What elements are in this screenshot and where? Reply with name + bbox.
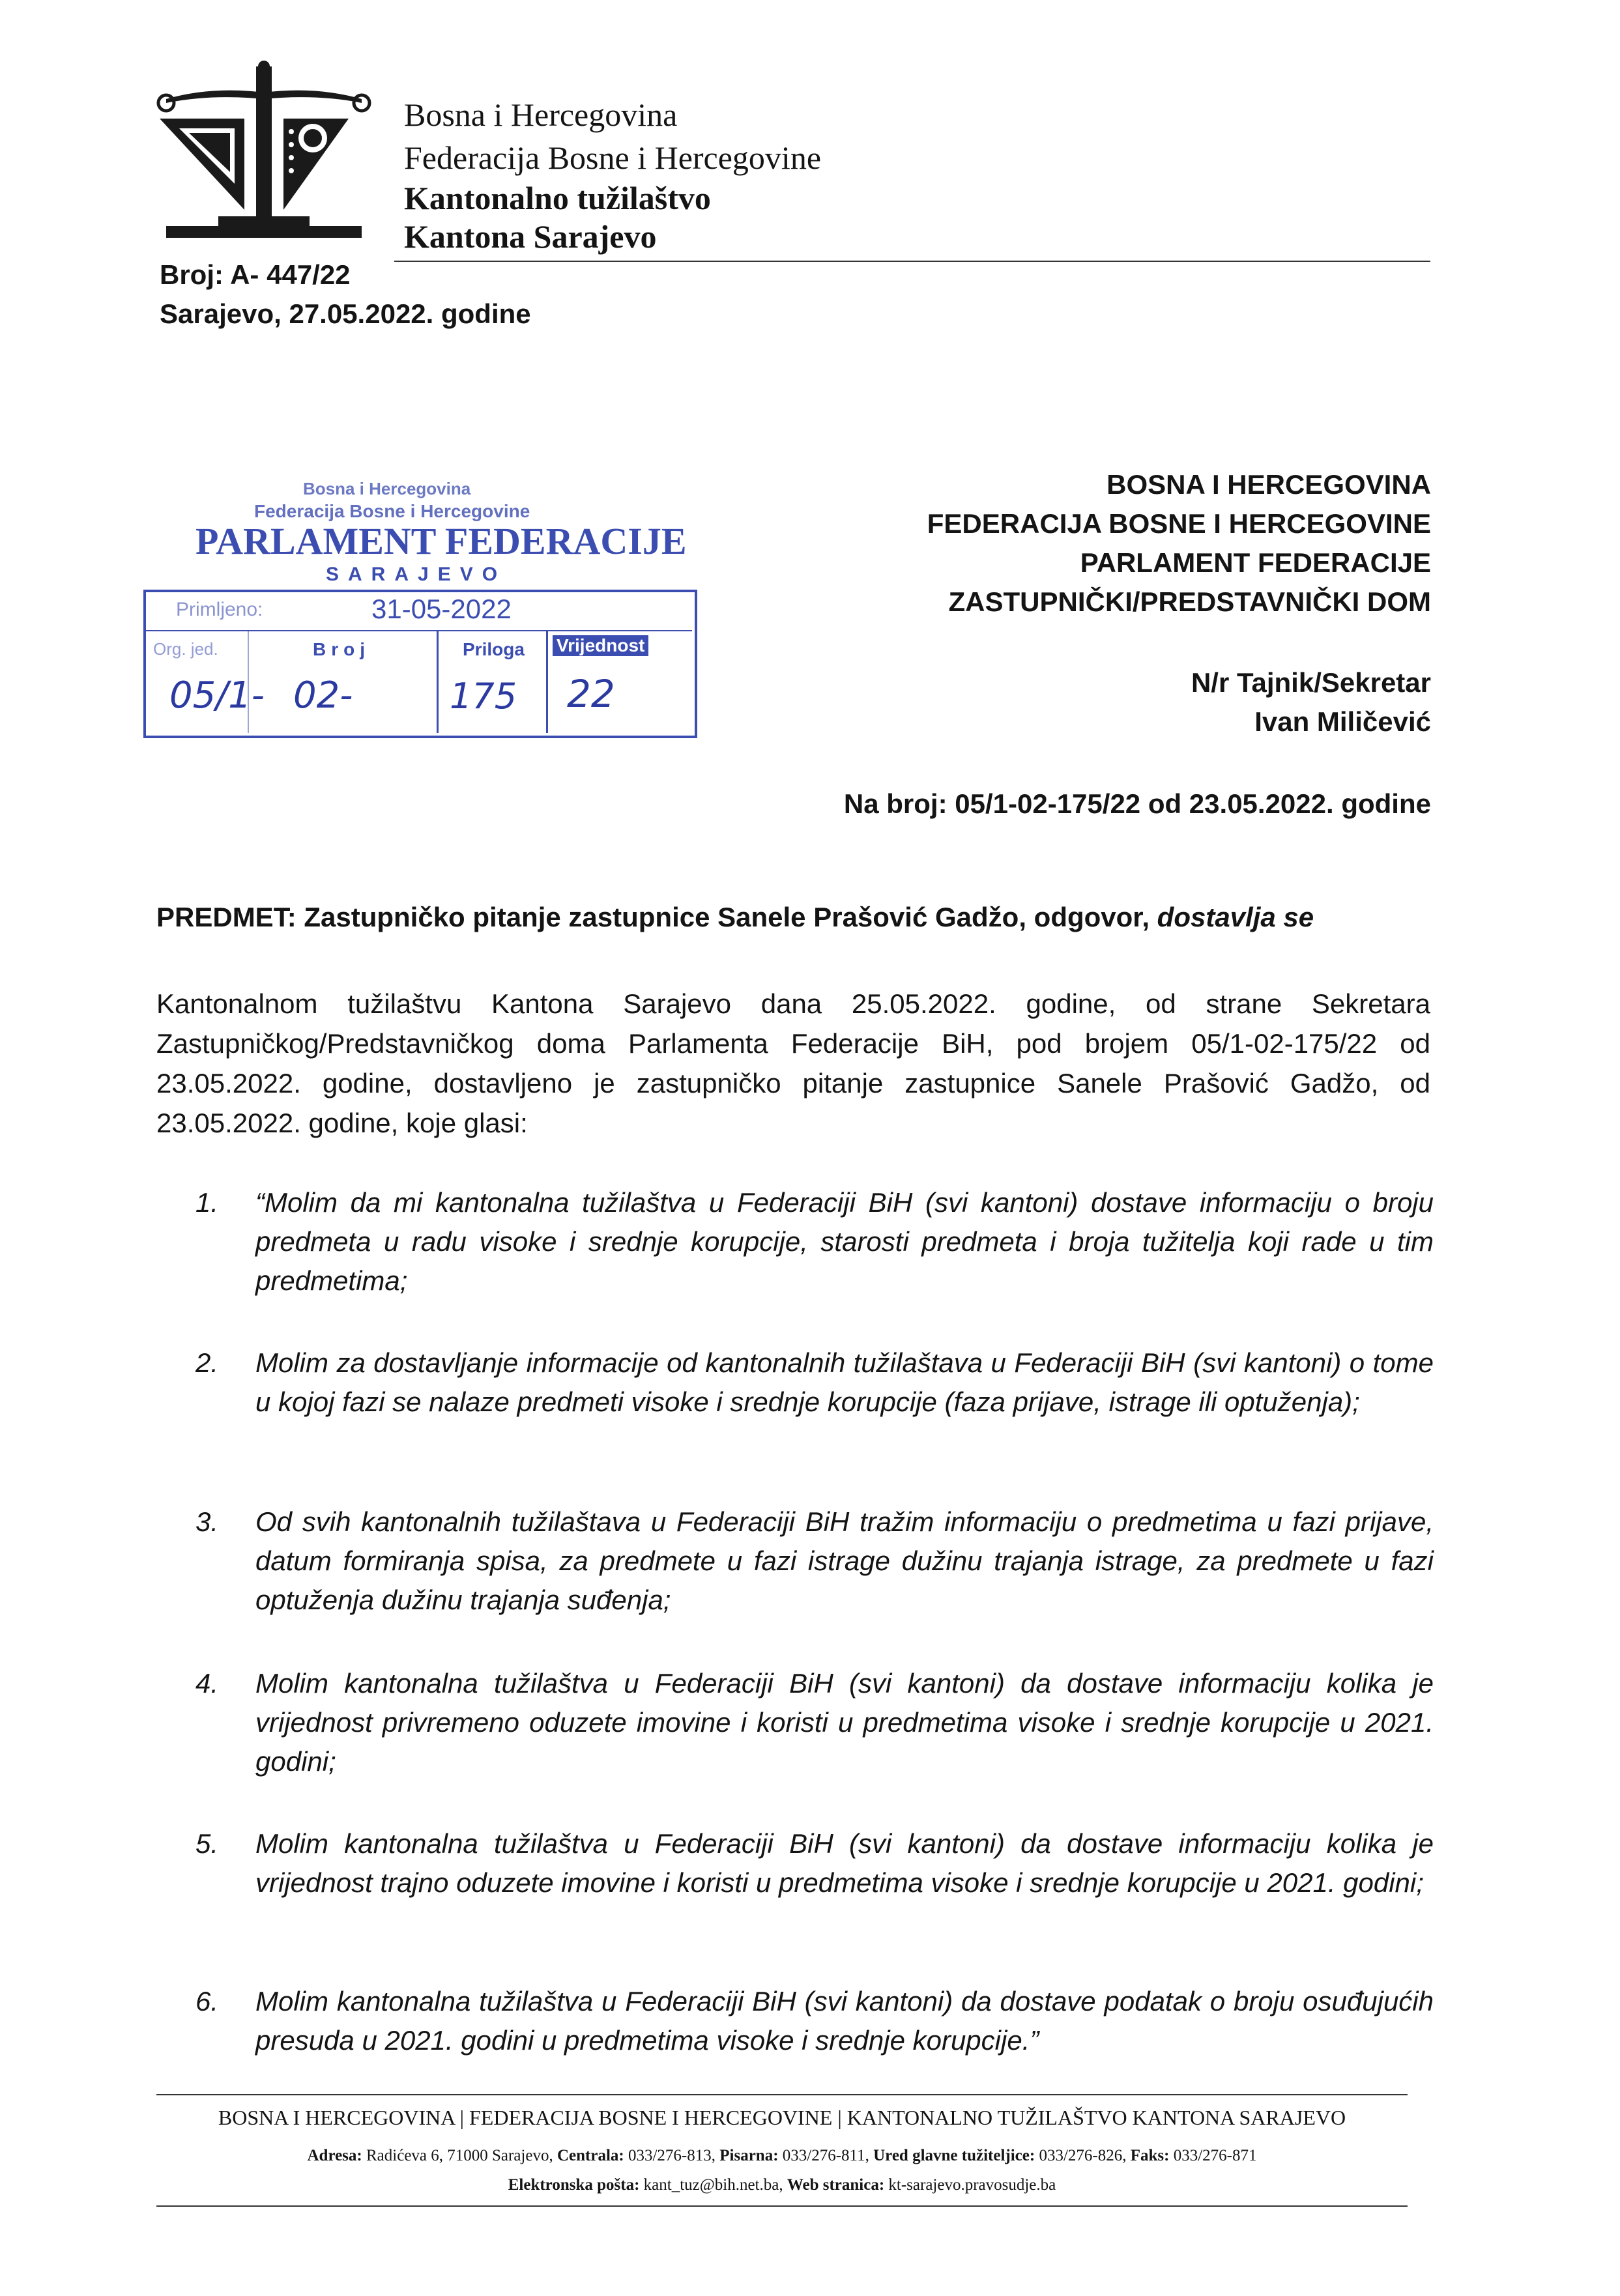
scales-of-justice-emblem bbox=[153, 60, 375, 249]
document-number: Broj: A- 447/22 bbox=[160, 259, 351, 290]
recipient-attn-name: Ivan Miličević bbox=[1254, 706, 1431, 737]
stamp-hand-vrijednost: 22 bbox=[567, 672, 615, 716]
footer-email[interactable]: kant_tuz@bih.net.ba, bbox=[643, 2176, 783, 2194]
stamp-received-label: Primljeno: bbox=[176, 599, 263, 620]
letterhead-federation: Federacija Bosne i Hercegovine bbox=[404, 139, 822, 176]
stamp-col-vrijednost: Vrijednost bbox=[553, 635, 648, 656]
letterhead-canton: Kantona Sarajevo bbox=[404, 218, 657, 255]
list-item bbox=[195, 1824, 1434, 1902]
subject-tail: dostavlja se bbox=[1157, 902, 1314, 932]
reference-number: Na broj: 05/1-02-175/22 od 23.05.2022. godine bbox=[843, 788, 1431, 819]
subject-line bbox=[156, 902, 1314, 933]
list-item-text: “Molim da mi kantonalna tužilaštva u Federaciji BiH (svi kantoni) dostave informaciju o broju predmeta u radu visoke i srednje korupcije, starosti predmeta i broja tužitelja koji rade u tim predmetima; bbox=[255, 1187, 1434, 1296]
list-item-text: Molim kantonalna tužilaštva u Federaciji BiH (svi kantoni) da dostave informaciju kolika je vrijednost privremeno oduzete imovine i koristi u predmetima visoke i srednje korupcije u 2021. godini; bbox=[255, 1668, 1434, 1777]
subject-label: PREDMET: Zastupničko pitanje zastupnice Sanele Prašović Gadžo, odgovor, bbox=[156, 902, 1150, 932]
list-item-text: Molim kantonalna tužilaštva u Federaciji BiH (svi kantoni) da dostave podatak o broju osuđujućih presuda u 2021. godini u predmetima visoke i srednje korupcije.” bbox=[255, 1986, 1434, 2056]
stamp-hand-org: 05/1- bbox=[169, 674, 265, 717]
stamp-line-parliament: PARLAMENT FEDERACIJE bbox=[195, 520, 687, 562]
list-item-number: 2. bbox=[195, 1347, 219, 1378]
footer-title: BOSNA I HERCEGOVINA | FEDERACIJA BOSNE I HERCEGOVINE | KANTONALNO TUŽILAŠTVO KANTONA SARAJEVO bbox=[218, 2106, 1346, 2129]
list-item-text: Molim za dostavljanje informacije od kantonalnih tužilaštava u Federaciji BiH (svi kantoni) o tome u kojoj fazi se nalaze predmeti visoke i srednje korupcije (faza prijave, istrage ili optuženja); bbox=[255, 1347, 1434, 1417]
list-item-number: 4. bbox=[195, 1668, 219, 1699]
stamp-line-country: Bosna i Hercegovina bbox=[303, 479, 471, 498]
stamp-col-org: Org. jed. bbox=[153, 639, 218, 659]
recipient-parliament: PARLAMENT FEDERACIJE bbox=[1080, 547, 1431, 578]
stamp-line-federation: Federacija Bosne i Hercegovine bbox=[254, 501, 530, 521]
list-item bbox=[195, 1502, 1434, 1620]
footer-contact-line: Elektronska pošta: kant_tuz@bih.net.ba, Web stranica: kt-sarajevo.pravosudje.ba bbox=[508, 2176, 1056, 2194]
list-item bbox=[195, 1343, 1434, 1422]
recipient-country: BOSNA I HERCEGOVINA bbox=[1107, 469, 1431, 500]
list-item-number: 5. bbox=[195, 1828, 219, 1859]
footer-divider-bottom bbox=[156, 2205, 1408, 2207]
list-item bbox=[195, 1183, 1434, 1300]
intro-paragraph: Kantonalnom tužilaštvu Kantona Sarajevo dana 25.05.2022. godine, od strane Sekretara Zastupničkog/Predstavničkog doma Parlamenta Federacije BiH, pod brojem 05/1-02-175/22 od 23.05.2022. godine, dostavljeno je zastupničko pitanje zastupnice Sanele Prašović Gadžo, od 23.05.2022. godine, koje glasi: bbox=[156, 988, 1430, 1138]
stamp-hand-priloga: 175 bbox=[450, 676, 517, 717]
list-item-text: Molim kantonalna tužilaštva u Federaciji BiH (svi kantoni) da dostave informaciju kolika je vrijednost trajno oduzete imovine i koristi u predmetima visoke i srednje korupcije u 2021. godini; bbox=[255, 1828, 1434, 1898]
receipt-stamp bbox=[143, 479, 710, 753]
footer-divider-top bbox=[156, 2094, 1408, 2095]
footer-address-line: Adresa: Radićeva 6, 71000 Sarajevo, Centrala: 033/276-813, Pisarna: 033/276-811, Ured glavne tužiteljice: 033/276-826, Faks: 033/276-871 bbox=[307, 2147, 1257, 2164]
list-item-number: 3. bbox=[195, 1506, 219, 1537]
list-item-number: 6. bbox=[195, 1986, 219, 2016]
letterhead-divider bbox=[394, 261, 1430, 262]
letterhead-country: Bosna i Hercegovina bbox=[404, 96, 678, 133]
stamp-col-priloga: Priloga bbox=[463, 639, 525, 659]
list-item-text: Od svih kantonalnih tužilaštava u Federaciji BiH tražim informaciju o predmetima u fazi prijave, datum formiranja spisa, za predmete u fazi istrage dužinu trajanja istrage, za predmete u fazi optuženja dužinu trajanja suđenja; bbox=[255, 1506, 1434, 1615]
list-item bbox=[195, 1664, 1434, 1781]
stamp-col-broj: Broj bbox=[313, 639, 370, 659]
list-item-number: 1. bbox=[195, 1187, 219, 1218]
recipient-federation: FEDERACIJA BOSNE I HERCEGOVINE bbox=[927, 508, 1431, 539]
document-date: Sarajevo, 27.05.2022. godine bbox=[160, 298, 531, 329]
letterhead-institution: Kantonalno tužilaštvo bbox=[404, 180, 711, 216]
stamp-divider bbox=[143, 630, 692, 631]
stamp-received-date: 31-05-2022 bbox=[371, 594, 512, 624]
footer-website[interactable]: kt-sarajevo.pravosudje.ba bbox=[888, 2176, 1056, 2194]
stamp-line-city: SARAJEVO bbox=[326, 564, 507, 585]
list-item bbox=[195, 1982, 1434, 2060]
recipient-attn-title: N/r Tajnik/Sekretar bbox=[1191, 667, 1431, 698]
recipient-house: ZASTUPNIČKI/PREDSTAVNIČKI DOM bbox=[948, 586, 1431, 617]
stamp-hand-broj: 02- bbox=[293, 674, 353, 717]
